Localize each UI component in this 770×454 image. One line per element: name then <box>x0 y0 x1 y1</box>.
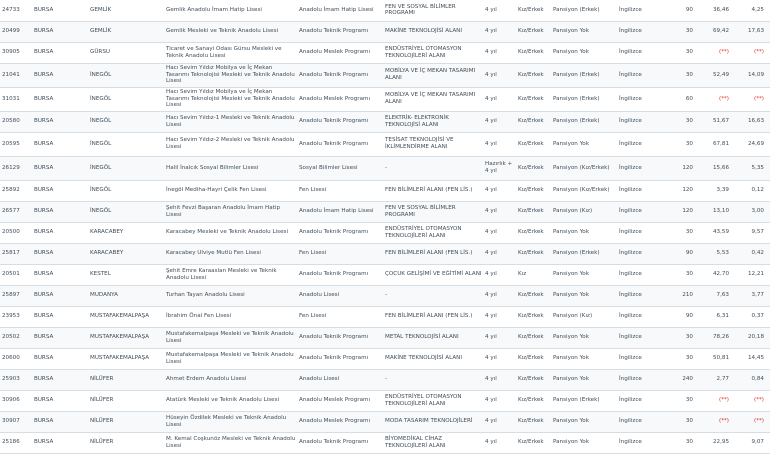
school-type-cell: Anadolu Teknik Programı <box>297 132 383 156</box>
boarding-cell: Pansiyon Yok <box>551 327 617 348</box>
table-row <box>0 63 770 87</box>
quota-cell: 210 <box>655 285 699 306</box>
percentile-cell: 2,77 <box>699 369 735 390</box>
city-cell: BURSA <box>32 243 88 264</box>
district-cell: GEMLİK <box>88 0 164 21</box>
field-cell: FEN BİLİMLERİ ALANI (FEN LİS.) <box>383 306 483 327</box>
field-cell: - <box>383 156 483 180</box>
field-cell: TESİSAT TEKNOLOJİSİ VE İKLİMLENDİRME ALANI <box>383 132 483 156</box>
school-code-cell: 20595 <box>0 132 32 156</box>
language-cell: İngilizce <box>617 180 655 201</box>
table-row <box>0 42 770 63</box>
language-cell: İngilizce <box>617 0 655 21</box>
district-cell: İNEGÖL <box>88 63 164 87</box>
school-code-cell: 20502 <box>0 327 32 348</box>
school-type-cell: Anadolu Teknik Programı <box>297 21 383 42</box>
table-row <box>0 411 770 432</box>
field-cell: FEN BİLİMLERİ ALANI (FEN LİS.) <box>383 180 483 201</box>
duration-cell: 4 yıl <box>483 21 516 42</box>
school-name-cell: Gemlik Mesleki ve Teknik Anadolu Lisesi <box>164 21 297 42</box>
score-cell: 16,63 <box>735 111 770 132</box>
percentile-cell: 50,81 <box>699 348 735 369</box>
field-cell: - <box>383 285 483 306</box>
score-cell: 3,00 <box>735 201 770 222</box>
boarding-cell: Pansiyon (Kız) <box>551 201 617 222</box>
gender-cell: Kız/Erkek <box>516 87 551 111</box>
language-cell: İngilizce <box>617 21 655 42</box>
gender-cell: Kız/Erkek <box>516 42 551 63</box>
school-code-cell: 25892 <box>0 180 32 201</box>
percentile-cell: (**) <box>699 42 735 63</box>
gender-cell: Kız/Erkek <box>516 327 551 348</box>
district-cell: İNEGÖL <box>88 132 164 156</box>
language-cell: İngilizce <box>617 111 655 132</box>
school-name-cell: Hacı Sevim Yıldız-1 Mesleki ve Teknik Anadolu Lisesi <box>164 111 297 132</box>
quota-cell: 60 <box>655 87 699 111</box>
school-code-cell: 20600 <box>0 348 32 369</box>
school-type-cell: Anadolu Meslek Programı <box>297 411 383 432</box>
boarding-cell: Pansiyon Yok <box>551 432 617 453</box>
duration-cell: 4 yıl <box>483 87 516 111</box>
school-type-cell: Fen Lisesi <box>297 243 383 264</box>
school-type-cell: Anadolu Teknik Programı <box>297 63 383 87</box>
language-cell: İngilizce <box>617 411 655 432</box>
percentile-cell: (**) <box>699 411 735 432</box>
boarding-cell: Pansiyon Yok <box>551 21 617 42</box>
school-type-cell: Anadolu Lisesi <box>297 285 383 306</box>
language-cell: İngilizce <box>617 327 655 348</box>
city-cell: BURSA <box>32 63 88 87</box>
district-cell: NİLÜFER <box>88 390 164 411</box>
boarding-cell: Pansiyon Yok <box>551 369 617 390</box>
percentile-cell: 67,81 <box>699 132 735 156</box>
duration-cell: 4 yıl <box>483 285 516 306</box>
language-cell: İngilizce <box>617 306 655 327</box>
school-code-cell: 21041 <box>0 63 32 87</box>
percentile-cell: 42,70 <box>699 264 735 285</box>
field-cell: ELEKTRİK- ELEKTRONİK TEKNOLOJİSİ ALANI <box>383 111 483 132</box>
school-code-cell: 20499 <box>0 21 32 42</box>
boarding-cell: Pansiyon (Erkek) <box>551 87 617 111</box>
school-code-cell: 20500 <box>0 222 32 243</box>
gender-cell: Kız/Erkek <box>516 285 551 306</box>
duration-cell: 4 yıl <box>483 264 516 285</box>
table-row <box>0 369 770 390</box>
district-cell: NİLÜFER <box>88 411 164 432</box>
field-cell: MOBİLYA VE İÇ MEKAN TASARIMI ALANI <box>383 63 483 87</box>
district-cell: KESTEL <box>88 264 164 285</box>
table-row <box>0 306 770 327</box>
school-type-cell: Anadolu Teknik Programı <box>297 432 383 453</box>
quota-cell: 30 <box>655 264 699 285</box>
school-code-cell: 25186 <box>0 432 32 453</box>
percentile-cell: 3,39 <box>699 180 735 201</box>
quota-cell: 90 <box>655 243 699 264</box>
score-cell: 3,77 <box>735 285 770 306</box>
gender-cell: Kız/Erkek <box>516 132 551 156</box>
score-cell: 0,42 <box>735 243 770 264</box>
table-row <box>0 0 770 21</box>
quota-cell: 30 <box>655 132 699 156</box>
boarding-cell: Pansiyon (Kız/Erkek) <box>551 156 617 180</box>
duration-cell: 4 yıl <box>483 369 516 390</box>
score-cell: 12,21 <box>735 264 770 285</box>
language-cell: İngilizce <box>617 348 655 369</box>
table-row <box>0 201 770 222</box>
percentile-cell: 13,10 <box>699 201 735 222</box>
city-cell: BURSA <box>32 132 88 156</box>
boarding-cell: Pansiyon (Erkek) <box>551 63 617 87</box>
school-code-cell: 24733 <box>0 0 32 21</box>
duration-cell: 4 yıl <box>483 327 516 348</box>
district-cell: GÜRSU <box>88 42 164 63</box>
school-name-cell: Mustafakemalpaşa Mesleki ve Teknik Anadolu Lisesi <box>164 327 297 348</box>
duration-cell: 4 yıl <box>483 180 516 201</box>
school-code-cell: 25817 <box>0 243 32 264</box>
field-cell: ENDÜSTRİYEL OTOMASYON TEKNOLOJİLERİ ALANI <box>383 42 483 63</box>
boarding-cell: Pansiyon Yok <box>551 132 617 156</box>
language-cell: İngilizce <box>617 369 655 390</box>
field-cell: ENDÜSTRİYEL OTOMASYON TEKNOLOJİLERİ ALANI <box>383 390 483 411</box>
district-cell: İNEGÖL <box>88 180 164 201</box>
school-name-cell: Hacı Sevim Yıldız Mobilya ve İç Mekan Tasarımı Teknolojisi Mesleki ve Teknik Anadolu Lisesi <box>164 87 297 111</box>
school-type-cell: Fen Lisesi <box>297 180 383 201</box>
table-row <box>0 156 770 180</box>
city-cell: BURSA <box>32 87 88 111</box>
city-cell: BURSA <box>32 411 88 432</box>
duration-cell: 4 yıl <box>483 42 516 63</box>
city-cell: BURSA <box>32 306 88 327</box>
field-cell: FEN VE SOSYAL BİLİMLER PROGRAMI <box>383 0 483 21</box>
gender-cell: Kız/Erkek <box>516 411 551 432</box>
field-cell: ÇOCUK GELİŞİMİ VE EĞİTİMİ ALANI <box>383 264 483 285</box>
district-cell: İNEGÖL <box>88 156 164 180</box>
score-cell: (**) <box>735 411 770 432</box>
school-code-cell: 31031 <box>0 87 32 111</box>
boarding-cell: Pansiyon (Kız/Erkek) <box>551 180 617 201</box>
percentile-cell: (**) <box>699 87 735 111</box>
city-cell: BURSA <box>32 180 88 201</box>
quota-cell: 30 <box>655 111 699 132</box>
duration-cell: 4 yıl <box>483 201 516 222</box>
duration-cell: 4 yıl <box>483 306 516 327</box>
percentile-cell: 52,49 <box>699 63 735 87</box>
table-row <box>0 243 770 264</box>
district-cell: NİLÜFER <box>88 432 164 453</box>
district-cell: KARACABEY <box>88 243 164 264</box>
score-cell: 17,63 <box>735 21 770 42</box>
school-code-cell: 25903 <box>0 369 32 390</box>
quota-cell: 30 <box>655 411 699 432</box>
school-type-cell: Anadolu Meslek Programı <box>297 87 383 111</box>
city-cell: BURSA <box>32 432 88 453</box>
district-cell: İNEGÖL <box>88 111 164 132</box>
table-row <box>0 132 770 156</box>
school-type-cell: Anadolu Teknik Programı <box>297 111 383 132</box>
score-cell: 0,12 <box>735 180 770 201</box>
school-name-cell: Atatürk Mesleki ve Teknik Anadolu Lisesi <box>164 390 297 411</box>
score-cell: 24,69 <box>735 132 770 156</box>
duration-cell: 4 yıl <box>483 111 516 132</box>
school-name-cell: Mustafakemalpaşa Mesleki ve Teknik Anadolu Lisesi <box>164 348 297 369</box>
percentile-cell: 78,26 <box>699 327 735 348</box>
percentile-cell: 51,67 <box>699 111 735 132</box>
gender-cell: Kız/Erkek <box>516 201 551 222</box>
school-type-cell: Sosyal Bilimler Lisesi <box>297 156 383 180</box>
field-cell: MAKİNE TEKNOLOJİSİ ALANI <box>383 348 483 369</box>
gender-cell: Kız/Erkek <box>516 348 551 369</box>
table-row <box>0 111 770 132</box>
district-cell: GEMLİK <box>88 21 164 42</box>
score-cell: 9,57 <box>735 222 770 243</box>
score-cell: 0,84 <box>735 369 770 390</box>
quota-cell: 120 <box>655 156 699 180</box>
duration-cell: 4 yıl <box>483 132 516 156</box>
field-cell: - <box>383 369 483 390</box>
city-cell: BURSA <box>32 21 88 42</box>
school-name-cell: Karacabey Ulviye Mutlü Fen Lisesi <box>164 243 297 264</box>
percentile-cell: 43,59 <box>699 222 735 243</box>
score-cell: (**) <box>735 390 770 411</box>
school-code-cell: 30907 <box>0 411 32 432</box>
score-cell: 0,37 <box>735 306 770 327</box>
school-type-cell: Anadolu İmam Hatip Lisesi <box>297 201 383 222</box>
district-cell: MUSTAFAKEMALPAŞA <box>88 348 164 369</box>
percentile-cell: (**) <box>699 390 735 411</box>
boarding-cell: Pansiyon Yok <box>551 411 617 432</box>
city-cell: BURSA <box>32 201 88 222</box>
school-code-cell: 30906 <box>0 390 32 411</box>
school-name-cell: M. Kemal Coşkunöz Mesleki ve Teknik Anadolu Lisesi <box>164 432 297 453</box>
school-name-cell: Hacı Sevim Yıldız Mobilya ve İç Mekan Tasarımı Teknolojisi Mesleki ve Teknik Anadolu Lisesi <box>164 63 297 87</box>
district-cell: KARACABEY <box>88 222 164 243</box>
table-row <box>0 285 770 306</box>
field-cell: MAKİNE TEKNOLOJİSİ ALANI <box>383 21 483 42</box>
duration-cell: 4 yıl <box>483 348 516 369</box>
gender-cell: Kız/Erkek <box>516 21 551 42</box>
quota-cell: 30 <box>655 222 699 243</box>
field-cell: MOBİLYA VE İÇ MEKAN TASARIMI ALANI <box>383 87 483 111</box>
school-name-cell: İnegöl Mediha-Hayri Çelik Fen Lisesi <box>164 180 297 201</box>
district-cell: NİLÜFER <box>88 369 164 390</box>
percentile-cell: 36,46 <box>699 0 735 21</box>
school-code-cell: 26129 <box>0 156 32 180</box>
school-type-cell: Anadolu Teknik Programı <box>297 264 383 285</box>
school-name-cell: Turhan Tayan Anadolu Lisesi <box>164 285 297 306</box>
city-cell: BURSA <box>32 369 88 390</box>
quota-cell: 30 <box>655 390 699 411</box>
quota-cell: 240 <box>655 369 699 390</box>
city-cell: BURSA <box>32 156 88 180</box>
score-cell: 9,07 <box>735 432 770 453</box>
school-name-cell: Hacı Sevim Yıldız-2 Mesleki ve Teknik Anadolu Lisesi <box>164 132 297 156</box>
city-cell: BURSA <box>32 111 88 132</box>
percentile-cell: 7,63 <box>699 285 735 306</box>
score-cell: 14,45 <box>735 348 770 369</box>
table-row <box>0 264 770 285</box>
table-row <box>0 87 770 111</box>
quota-cell: 30 <box>655 432 699 453</box>
school-name-cell: Ticaret ve Sanayi Odası Gürsu Mesleki ve Teknik Anadolu Lisesi <box>164 42 297 63</box>
duration-cell: 4 yıl <box>483 390 516 411</box>
gender-cell: Kız/Erkek <box>516 180 551 201</box>
table-row <box>0 348 770 369</box>
duration-cell: 4 yıl <box>483 222 516 243</box>
boarding-cell: Pansiyon (Erkek) <box>551 390 617 411</box>
language-cell: İngilizce <box>617 264 655 285</box>
language-cell: İngilizce <box>617 390 655 411</box>
duration-cell: 4 yıl <box>483 63 516 87</box>
city-cell: BURSA <box>32 42 88 63</box>
city-cell: BURSA <box>32 222 88 243</box>
gender-cell: Kız/Erkek <box>516 369 551 390</box>
school-type-cell: Anadolu Meslek Programı <box>297 42 383 63</box>
language-cell: İngilizce <box>617 132 655 156</box>
quota-cell: 30 <box>655 348 699 369</box>
school-name-cell: Şehit Emre Karaaslan Mesleki ve Teknik Anadolu Lisesi <box>164 264 297 285</box>
city-cell: BURSA <box>32 264 88 285</box>
city-cell: BURSA <box>32 0 88 21</box>
district-cell: İNEGÖL <box>88 87 164 111</box>
field-cell: MODA TASARIM TEKNOLOJİLERİ <box>383 411 483 432</box>
gender-cell: Kız/Erkek <box>516 390 551 411</box>
table-row <box>0 327 770 348</box>
school-code-cell: 23953 <box>0 306 32 327</box>
city-cell: BURSA <box>32 285 88 306</box>
school-code-cell: 25897 <box>0 285 32 306</box>
district-cell: İNEGÖL <box>88 201 164 222</box>
duration-cell: Hazırlık + 4 yıl <box>483 156 516 180</box>
field-cell: METAL TEKNOLOJİSİ ALANI <box>383 327 483 348</box>
gender-cell: Kız/Erkek <box>516 63 551 87</box>
quota-cell: 90 <box>655 306 699 327</box>
percentile-cell: 15,66 <box>699 156 735 180</box>
quota-cell: 90 <box>655 0 699 21</box>
duration-cell: 4 yıl <box>483 0 516 21</box>
school-name-cell: Ahmet Erdem Anadolu Lisesi <box>164 369 297 390</box>
city-cell: BURSA <box>32 390 88 411</box>
duration-cell: 4 yıl <box>483 243 516 264</box>
boarding-cell: Pansiyon Yok <box>551 285 617 306</box>
school-code-cell: 30905 <box>0 42 32 63</box>
boarding-cell: Pansiyon Yok <box>551 222 617 243</box>
school-name-cell: Halil İnalcık Sosyal Bilimler Lisesi <box>164 156 297 180</box>
gender-cell: Kız/Erkek <box>516 306 551 327</box>
gender-cell: Kız <box>516 264 551 285</box>
boarding-cell: Pansiyon (Erkek) <box>551 243 617 264</box>
school-code-cell: 20501 <box>0 264 32 285</box>
table-row <box>0 21 770 42</box>
quota-cell: 30 <box>655 63 699 87</box>
table-row <box>0 180 770 201</box>
school-type-cell: Fen Lisesi <box>297 306 383 327</box>
quota-cell: 30 <box>655 327 699 348</box>
duration-cell: 4 yıl <box>483 411 516 432</box>
quota-cell: 30 <box>655 42 699 63</box>
gender-cell: Kız/Erkek <box>516 156 551 180</box>
school-name-cell: İbrahim Önal Fen Lisesi <box>164 306 297 327</box>
gender-cell: Kız/Erkek <box>516 0 551 21</box>
table-row <box>0 222 770 243</box>
language-cell: İngilizce <box>617 87 655 111</box>
gender-cell: Kız/Erkek <box>516 243 551 264</box>
field-cell: FEN BİLİMLERİ ALANI (FEN LİS.) <box>383 243 483 264</box>
field-cell: FEN VE SOSYAL BİLİMLER PROGRAMI <box>383 201 483 222</box>
city-cell: BURSA <box>32 327 88 348</box>
language-cell: İngilizce <box>617 285 655 306</box>
boarding-cell: Pansiyon (Kız) <box>551 306 617 327</box>
school-type-cell: Anadolu Teknik Programı <box>297 348 383 369</box>
language-cell: İngilizce <box>617 432 655 453</box>
percentile-cell: 6,31 <box>699 306 735 327</box>
gender-cell: Kız/Erkek <box>516 432 551 453</box>
language-cell: İngilizce <box>617 243 655 264</box>
percentile-cell: 5,53 <box>699 243 735 264</box>
percentile-cell: 69,42 <box>699 21 735 42</box>
city-cell: BURSA <box>32 348 88 369</box>
school-type-cell: Anadolu İmam Hatip Lisesi <box>297 0 383 21</box>
quota-cell: 120 <box>655 180 699 201</box>
district-cell: MUDANYA <box>88 285 164 306</box>
school-code-cell: 20580 <box>0 111 32 132</box>
boarding-cell: Pansiyon (Erkek) <box>551 111 617 132</box>
gender-cell: Kız/Erkek <box>516 222 551 243</box>
score-cell: (**) <box>735 42 770 63</box>
school-type-cell: Anadolu Teknik Programı <box>297 222 383 243</box>
language-cell: İngilizce <box>617 42 655 63</box>
score-cell: 20,18 <box>735 327 770 348</box>
school-name-cell: Hüseyin Özdilek Mesleki ve Teknik Anadolu Lisesi <box>164 411 297 432</box>
district-cell: MUSTAFAKEMALPAŞA <box>88 327 164 348</box>
table-row <box>0 432 770 453</box>
school-name-cell: Karacabey Mesleki ve Teknik Anadolu Lisesi <box>164 222 297 243</box>
duration-cell: 4 yıl <box>483 432 516 453</box>
boarding-cell: Pansiyon (Erkek) <box>551 0 617 21</box>
percentile-cell: 22,95 <box>699 432 735 453</box>
language-cell: İngilizce <box>617 63 655 87</box>
quota-cell: 30 <box>655 21 699 42</box>
field-cell: BİYOMEDİKAL CİHAZ TEKNOLOJİLERİ ALANI <box>383 432 483 453</box>
boarding-cell: Pansiyon Yok <box>551 264 617 285</box>
school-name-cell: Şehit Fevzi Başaran Anadolu İmam Hatip Lisesi <box>164 201 297 222</box>
language-cell: İngilizce <box>617 201 655 222</box>
school-type-cell: Anadolu Teknik Programı <box>297 327 383 348</box>
boarding-cell: Pansiyon Yok <box>551 42 617 63</box>
gender-cell: Kız/Erkek <box>516 111 551 132</box>
field-cell: ENDÜSTRİYEL OTOMASYON TEKNOLOJİLERİ ALANI <box>383 222 483 243</box>
district-cell: MUSTAFAKEMALPAŞA <box>88 306 164 327</box>
quota-cell: 120 <box>655 201 699 222</box>
school-name-cell: Gemlik Anadolu İmam Hatip Lisesi <box>164 0 297 21</box>
score-cell: 14,09 <box>735 63 770 87</box>
school-type-cell: Anadolu Lisesi <box>297 369 383 390</box>
boarding-cell: Pansiyon Yok <box>551 348 617 369</box>
language-cell: İngilizce <box>617 156 655 180</box>
score-cell: 4,25 <box>735 0 770 21</box>
school-code-cell: 26577 <box>0 201 32 222</box>
score-cell: 5,35 <box>735 156 770 180</box>
score-cell: (**) <box>735 87 770 111</box>
language-cell: İngilizce <box>617 222 655 243</box>
school-type-cell: Anadolu Meslek Programı <box>297 390 383 411</box>
